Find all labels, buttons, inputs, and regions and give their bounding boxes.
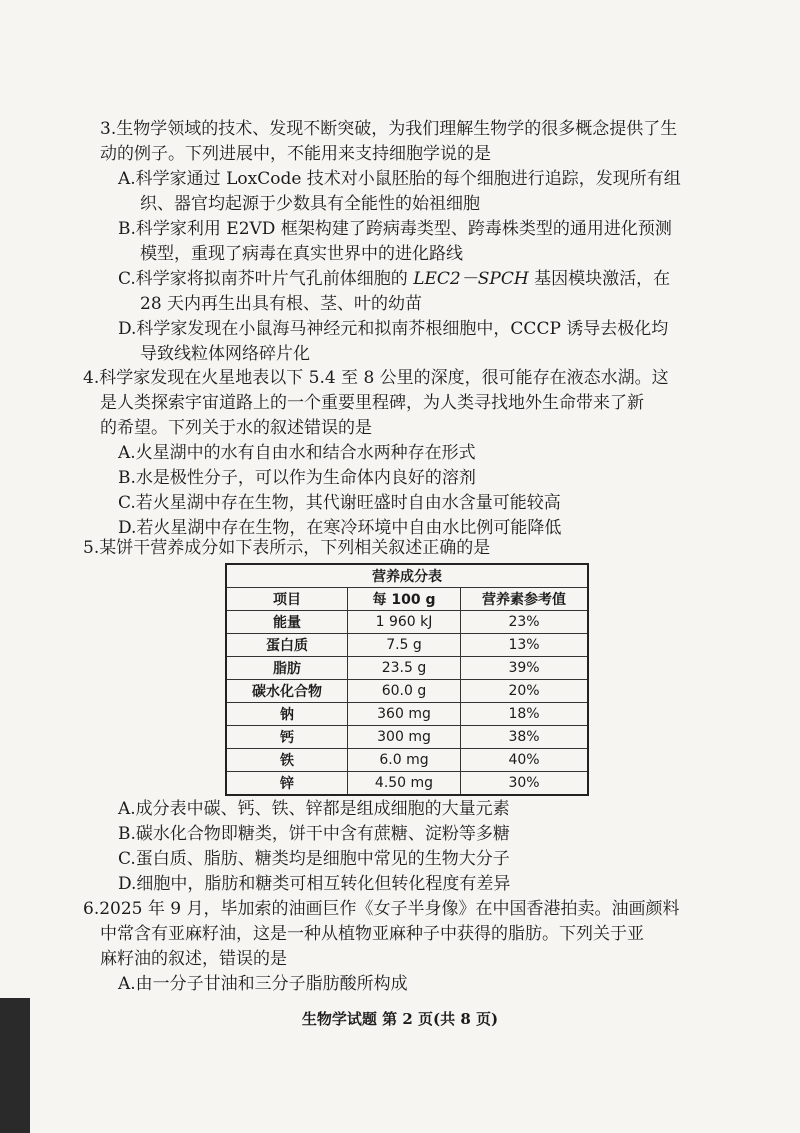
table-header-row: 项目 每 100 g 营养素参考值: [226, 588, 588, 611]
table-row: 钠 360 mg 18%: [226, 703, 588, 726]
stem-line: 3.生物学领域的技术、发现不断突破，为我们理解生物学的很多概念提供了生: [100, 119, 678, 139]
question-3: [100, 117, 720, 367]
option-3a: A.科学家通过 LoxCode 技术对小鼠胚胎的每个细胞进行追踪，发现所有组 织、器官均起源于少数具有全能性的始祖细胞: [118, 169, 681, 214]
question-5-stem: 5.某饼干营养成分如下表所示，下列相关叙述正确的是: [83, 538, 491, 558]
table-row: 铁 6.0 mg 40%: [226, 749, 588, 772]
question-4: [83, 366, 720, 541]
option-5a: A.成分表中碳、钙、铁、锌都是组成细胞的大量元素: [118, 799, 510, 819]
question-5-options: [100, 797, 720, 897]
table-row: 碳水化合物 60.0 g 20%: [226, 680, 588, 703]
table-row: 脂肪 23.5 g 39%: [226, 657, 588, 680]
gene-name: LEC2－SPCH: [413, 269, 529, 289]
option-3b: B.科学家利用 E2VD 框架构建了跨病毒类型、跨毒株类型的通用进化预测 模型，重现了病毒在真实世界中的进化路线: [118, 219, 672, 264]
option-4b: B.水是极性分子，可以作为生命体内良好的溶剂: [118, 468, 476, 488]
question-6: [83, 897, 720, 997]
nutrition-table: [225, 563, 589, 796]
option-4d: D.若火星湖中存在生物，在寒冷环境中自由水比例可能降低: [118, 518, 562, 538]
option-5d: D.细胞中，脂肪和糖类可相互转化但转化程度有差异: [118, 874, 511, 894]
question-6-stem: 6.2025 年 9 月，毕加索的油画巨作《女子半身像》在中国香港拍卖。油画颜料 中常含有亚麻籽油，这是一种从植物亚麻种子中获得的脂肪。下列关于亚 麻籽油的叙述，错误的是: [83, 899, 680, 969]
option-3d: D.科学家发现在小鼠海马神经元和拟南芥根细胞中，CCCP 诱导去极化均 导致线粒体网络碎片化: [118, 319, 669, 364]
page-footer: 生物学试题 第 2 页(共 8 页): [301, 1010, 499, 1028]
option-6a: A.由一分子甘油和三分子脂肪酸所构成: [118, 974, 408, 994]
stem-line: 动的例子。下列进展中，不能用来支持细胞学说的是: [100, 144, 491, 164]
option-4c: C.若火星湖中存在生物，其代谢旺盛时自由水含量可能较高: [118, 493, 561, 513]
question-3-stem: [100, 117, 720, 167]
table-row: 蛋白质 7.5 g 13%: [226, 634, 588, 657]
table-row: 钙 300 mg 38%: [226, 726, 588, 749]
option-4a: A.火星湖中的水有自由水和结合水两种存在形式: [118, 443, 476, 463]
question-5: [83, 536, 720, 561]
question-4-stem: 4.科学家发现在火星地表以下 5.4 至 8 公里的深度，很可能存在液态水湖。这 是人类探索宇宙道路上的一个重要里程碑，为人类寻找地外生命带来了新 的希望。下列关于水的叙述错误的是: [83, 368, 669, 438]
table-row: 能量 1 960 kJ 23%: [226, 611, 588, 634]
option-5b: B.碳水化合物即糖类，饼干中含有蔗糖、淀粉等多糖: [118, 824, 510, 844]
table-row: 锌 4.50 mg 30%: [226, 772, 588, 796]
option-5c: C.蛋白质、脂肪、糖类均是细胞中常见的生物大分子: [118, 849, 510, 869]
scan-edge-shadow: [0, 998, 30, 1133]
table-title: 营养成分表: [226, 564, 588, 588]
option-3c: C.科学家将拟南芥叶片气孔前体细胞的 LEC2－SPCH 基因模块激活，在 28 天内再生出具有根、茎、叶的幼苗: [118, 269, 671, 314]
